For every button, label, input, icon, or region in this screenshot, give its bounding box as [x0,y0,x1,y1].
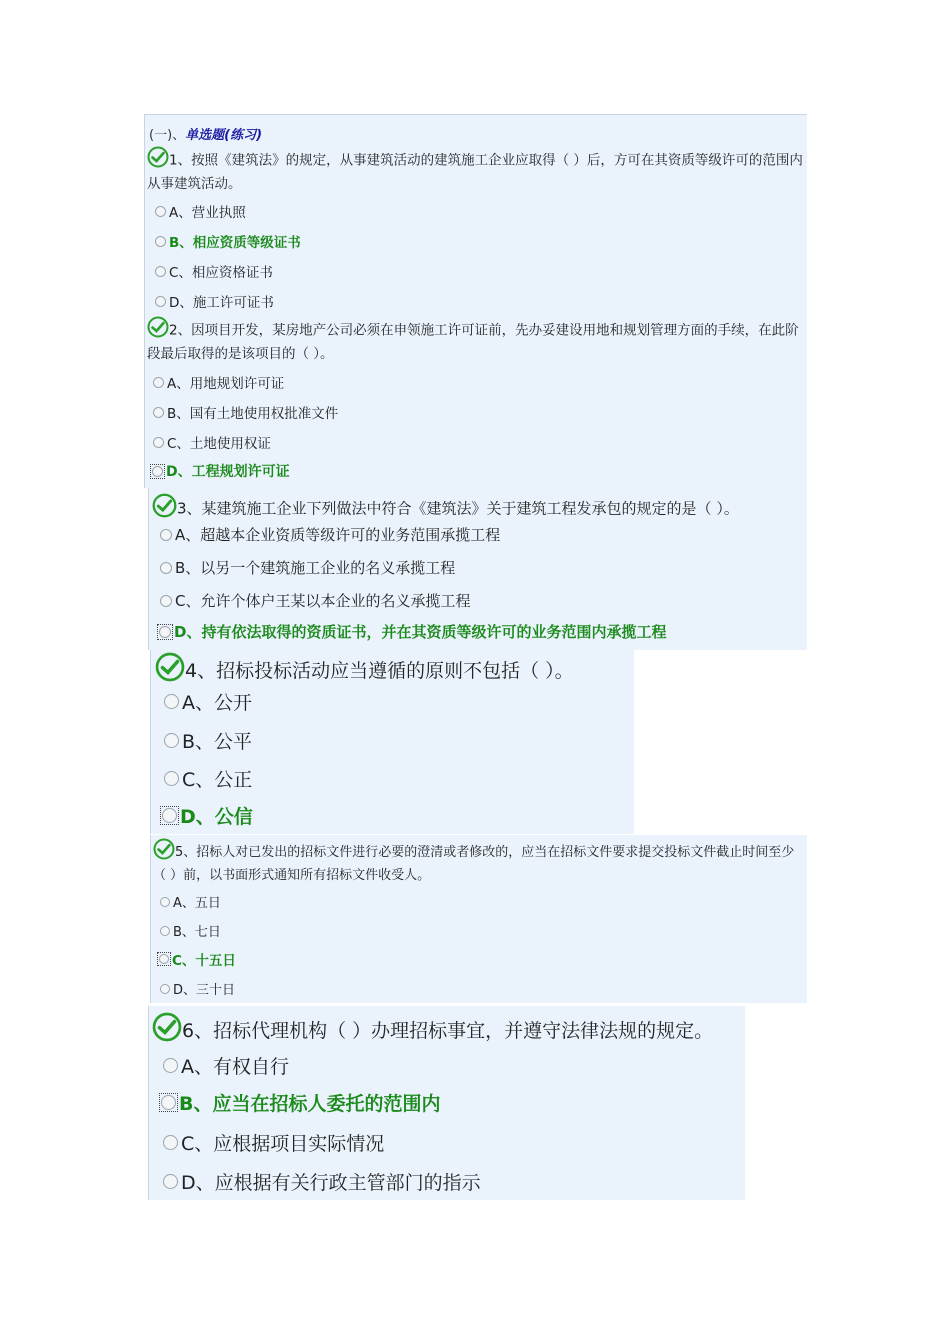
radio-button[interactable] [164,694,179,709]
radio-button-selected[interactable] [161,1095,176,1110]
option-label: B、相应资质等级证书 [169,235,301,251]
question-1-text: 1、按照《建筑法》的规定，从事建筑活动的建筑施工企业应取得（ ）后，方可在其资质等级许可的范围内从事建筑活动。 [147,152,803,192]
radio-button[interactable] [163,1058,178,1073]
check-icon [147,146,169,175]
option-label: A、公开 [182,692,252,714]
option-label: C、十五日 [172,953,236,969]
q4-option-c[interactable] [164,765,252,792]
radio-button[interactable] [160,529,172,541]
option-label: A、五日 [173,896,221,911]
question-3 [152,493,804,525]
q5-option-d[interactable] [160,979,235,998]
q1-option-a[interactable] [155,201,246,221]
focus-outline [157,952,171,966]
option-label: B、国有土地使用权批准文件 [167,406,339,422]
focus-outline [159,1093,178,1112]
focus-outline [150,464,165,479]
radio-button[interactable] [163,1135,178,1150]
option-label: C、土地使用权证 [167,436,271,452]
radio-button[interactable] [160,595,172,607]
radio-button[interactable] [153,377,164,388]
option-label: D、工程规划许可证 [166,464,290,480]
radio-button-selected[interactable] [159,626,171,638]
question-6-text: 6、招标代理机构（ ）办理招标事宜，并遵守法律法规的规定。 [182,1019,714,1042]
option-label: C、公正 [182,769,253,791]
question-1 [147,146,803,194]
q5-option-b[interactable] [160,921,221,940]
radio-button[interactable] [155,266,166,277]
q1-option-d[interactable] [155,291,274,311]
radio-button-selected[interactable] [155,236,166,247]
q5-option-a[interactable] [160,892,221,911]
q4-option-a[interactable] [164,688,252,715]
q6-option-c[interactable] [163,1129,384,1156]
q4-option-d[interactable] [160,802,253,829]
radio-button[interactable] [160,562,172,574]
option-label: C、相应资格证书 [169,265,273,281]
check-icon [155,652,185,691]
q1-option-c[interactable] [155,261,273,281]
q6-option-d[interactable] [163,1168,481,1195]
q6-option-a[interactable] [163,1052,289,1079]
option-label: D、应根据有关行政主管部门的指示 [181,1172,481,1194]
radio-button[interactable] [155,206,166,217]
option-label: A、有权自行 [181,1056,289,1078]
radio-button[interactable] [164,771,179,786]
radio-button[interactable] [155,296,166,307]
q4-option-b[interactable] [164,727,252,754]
q1-option-b[interactable] [155,231,301,251]
question-4 [155,652,630,691]
option-label: C、允许个体户王某以本企业的名义承揽工程 [175,592,471,610]
question-6 [152,1012,742,1051]
check-icon [147,316,169,345]
q3-option-d[interactable] [157,621,666,642]
question-2-text: 2、因项目开发，某房地产公司必须在申领施工许可证前，先办妥建设用地和规划管理方面的手续，在此阶段最后取得的是该项目的（ ）。 [147,322,799,362]
q3-option-c[interactable] [160,590,470,611]
radio-button[interactable] [160,926,170,936]
radio-button[interactable] [164,733,179,748]
option-label: B、应当在招标人委托的范围内 [179,1093,441,1115]
section-title: 单选题(练习) [185,128,263,143]
check-icon [152,493,177,525]
radio-button-selected[interactable] [152,466,163,477]
option-label: B、公平 [182,731,253,753]
option-label: B、七日 [173,925,221,940]
option-label: D、公信 [180,806,253,828]
option-label: D、持有依法取得的资质证书，并在其资质等级许可的业务范围内承揽工程 [174,623,667,641]
question-2 [147,316,803,364]
q5-option-c[interactable] [157,949,236,969]
option-label: D、三十日 [173,983,236,998]
option-label: B、以另一个建筑施工企业的名义承揽工程 [175,559,456,577]
radio-button[interactable] [160,984,170,994]
q6-option-b[interactable] [159,1089,440,1116]
q2-option-c[interactable] [153,432,271,452]
option-label: C、应根据项目实际情况 [181,1133,385,1155]
section-heading [149,124,262,143]
radio-button-selected[interactable] [162,808,177,823]
check-icon [153,838,175,867]
option-label: A、超越本企业资质等级许可的业务范围承揽工程 [175,526,501,544]
option-label: A、营业执照 [169,205,246,221]
question-4-text: 4、招标投标活动应当遵循的原则不包括（ ）。 [185,659,574,682]
radio-button-selected[interactable] [159,954,169,964]
q3-option-a[interactable] [160,524,500,545]
section-prefix: (一)、 [149,128,186,143]
question-5 [153,838,803,886]
q2-option-a[interactable] [153,372,284,392]
focus-outline [160,806,179,825]
option-label: A、用地规划许可证 [167,376,285,392]
question-3-text: 3、某建筑施工企业下列做法中符合《建筑法》关于建筑工程发承包的规定的是（ ）。 [177,499,739,518]
radio-button[interactable] [160,897,170,907]
focus-outline [157,624,173,640]
q2-option-d[interactable] [150,461,290,481]
question-5-text: 5、招标人对已发出的招标文件进行必要的澄清或者修改的，应当在招标文件要求提交投标文件截止时间至少（ ）前，以书面形式通知所有招标文件收受人。 [153,844,795,883]
radio-button[interactable] [153,407,164,418]
q3-option-b[interactable] [160,557,455,578]
check-icon [152,1012,182,1051]
option-label: D、施工许可证书 [169,295,274,311]
q2-option-b[interactable] [153,402,338,422]
radio-button[interactable] [163,1174,178,1189]
radio-button[interactable] [153,437,164,448]
